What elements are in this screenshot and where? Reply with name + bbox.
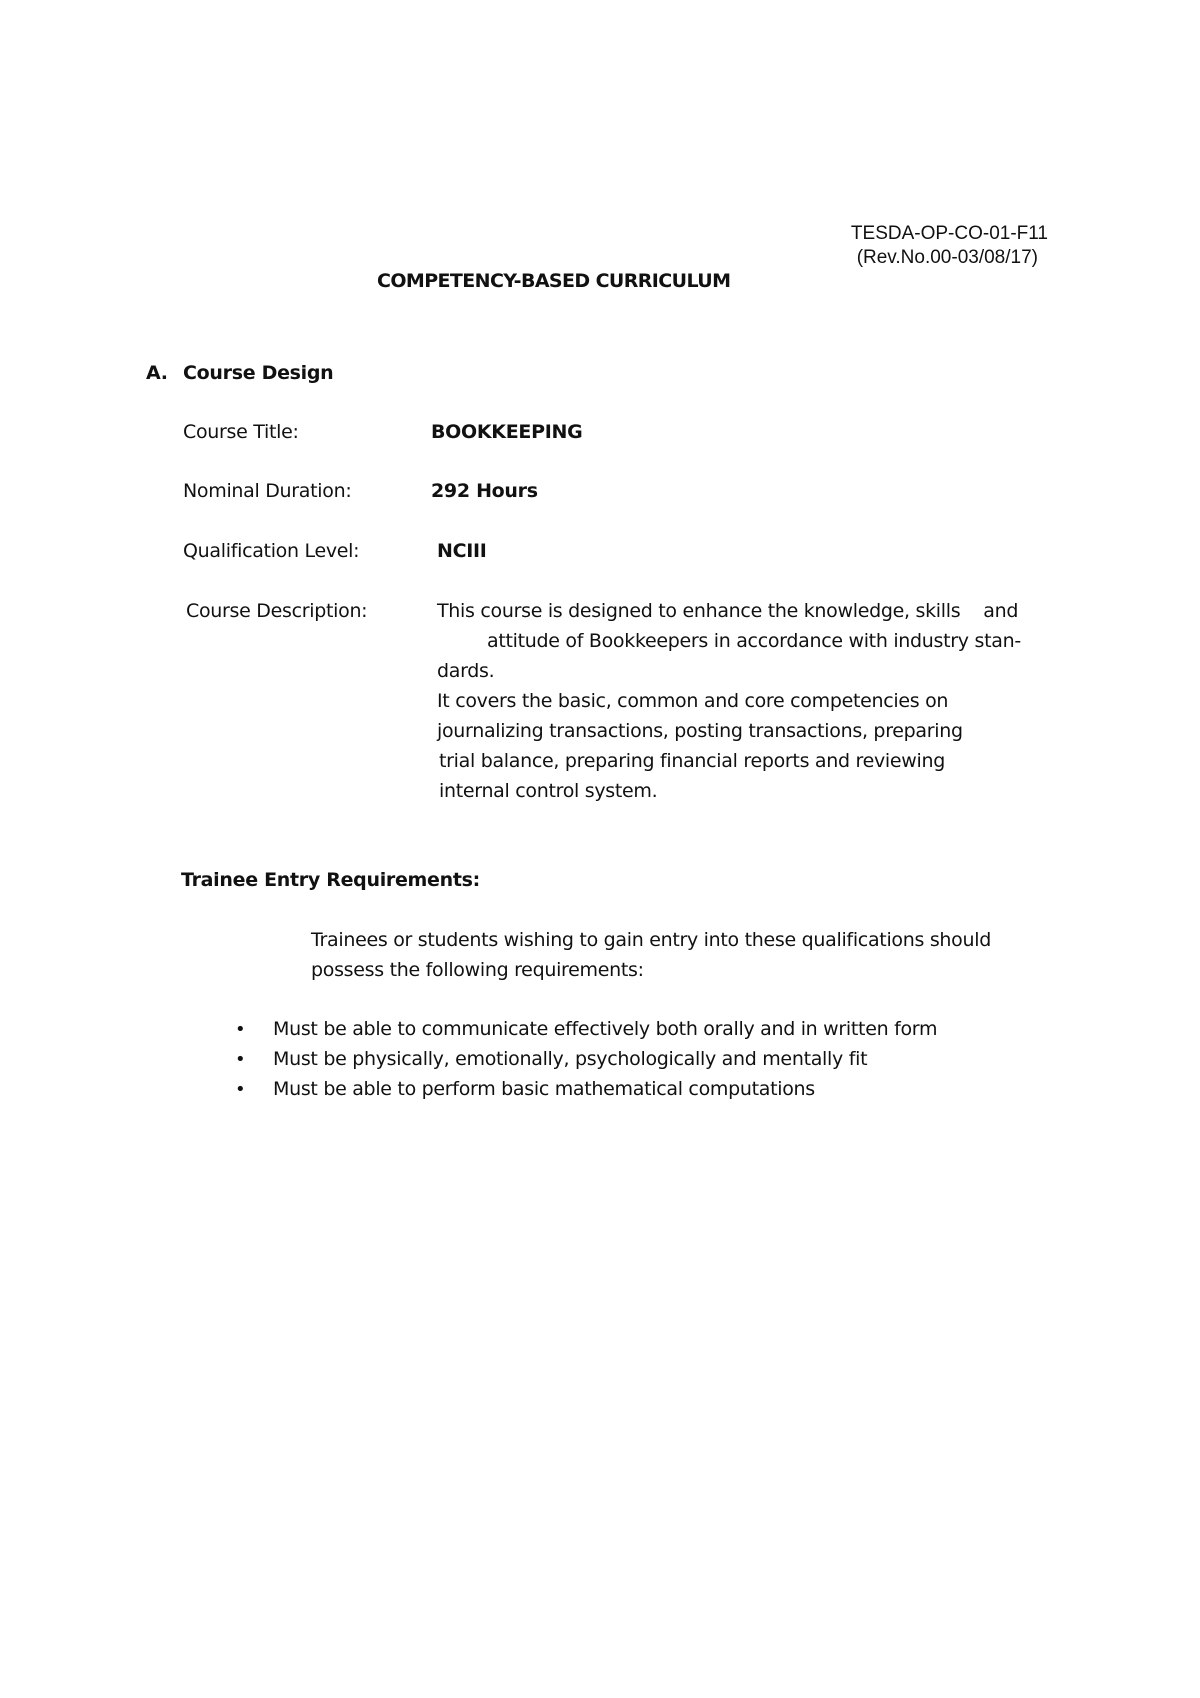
list-item xyxy=(235,1044,867,1075)
nominal-duration-value: 292 Hours xyxy=(431,480,538,502)
course-description-line: trial balance, preparing financial reports and reviewing xyxy=(439,750,946,772)
requirement-text: Must be physically, emotionally, psychologically and mentally fit xyxy=(273,1048,868,1070)
bullet-icon: • xyxy=(235,1019,246,1040)
section-heading: Course Design xyxy=(183,362,334,384)
requirement-text: Must be able to perform basic mathematical computations xyxy=(273,1078,815,1100)
course-title-value: BOOKKEEPING xyxy=(431,421,583,443)
document-code: TESDA-OP-CO-01-F11 xyxy=(850,223,1048,244)
requirement-text: Must be able to communicate effectively both orally and in written form xyxy=(273,1018,938,1040)
trainee-entry-intro-line: possess the following requirements: xyxy=(311,959,644,981)
course-description-line: dards. xyxy=(437,660,495,682)
list-item xyxy=(235,1014,937,1045)
section-marker: A. xyxy=(146,362,168,384)
qualification-level-value: NCIII xyxy=(437,540,487,562)
revision-number: (Rev.No.00-03/08/17) xyxy=(856,247,1038,268)
page-title: COMPETENCY-BASED CURRICULUM xyxy=(377,270,731,292)
course-description-line: internal control system. xyxy=(439,780,658,802)
list-item xyxy=(235,1074,815,1105)
trainee-entry-intro-line: Trainees or students wishing to gain entry into these qualifications should xyxy=(311,929,991,951)
course-title-label: Course Title: xyxy=(183,421,299,443)
trainee-entry-heading: Trainee Entry Requirements: xyxy=(181,869,480,891)
bullet-icon: • xyxy=(235,1079,246,1100)
course-description-line: attitude of Bookkeepers in accordance with industry stan- xyxy=(487,630,1021,652)
course-description-line: journalizing transactions, posting transactions, preparing xyxy=(437,720,963,742)
qualification-level-label: Qualification Level: xyxy=(183,540,360,562)
nominal-duration-label: Nominal Duration: xyxy=(183,480,352,502)
bullet-icon: • xyxy=(235,1049,246,1070)
course-description-label: Course Description: xyxy=(186,600,368,622)
course-description-line: It covers the basic, common and core competencies on xyxy=(437,690,949,712)
course-description-line: This course is designed to enhance the knowledge, skills and xyxy=(437,600,1019,622)
